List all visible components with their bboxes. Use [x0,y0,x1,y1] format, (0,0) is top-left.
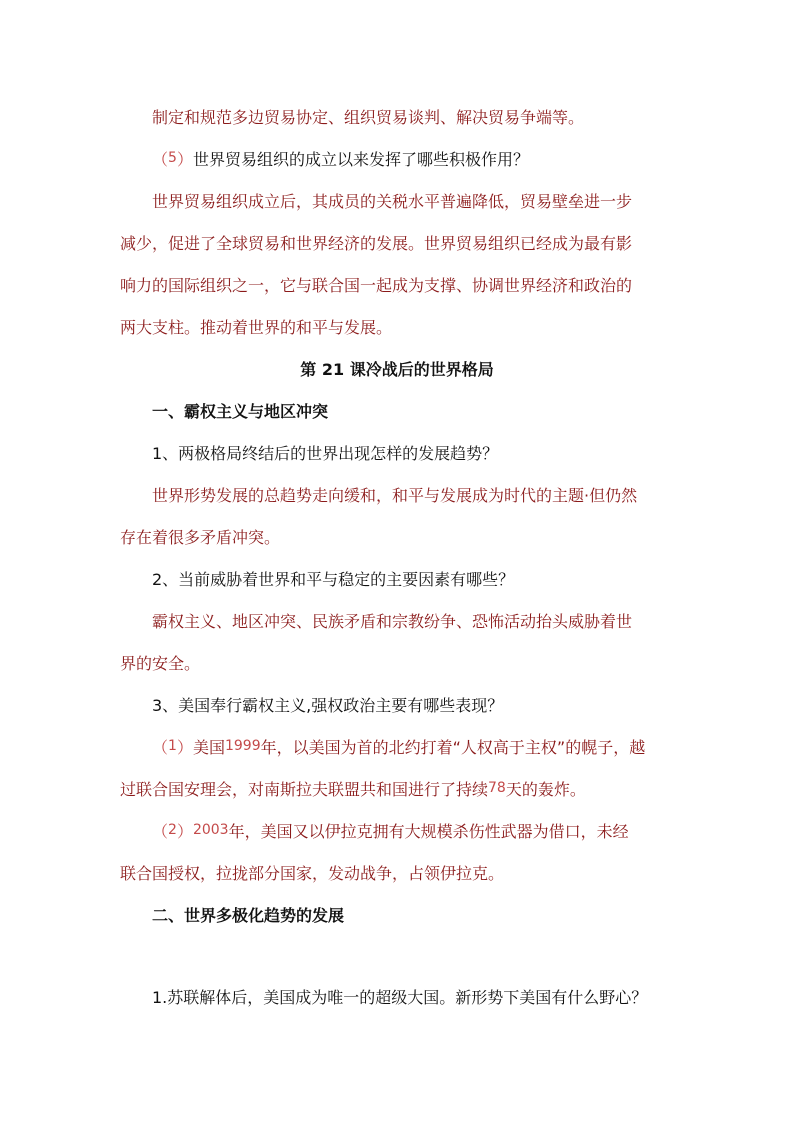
question-5 [152,148,529,172]
answer-3-2-line-1 [152,820,629,844]
paren-close: ） [176,738,193,757]
answer-2-line-1: 霸权主义、地区冲突、民族矛盾和宗教纷争、恐怖活动抬头威胁着世 [152,612,633,631]
answer-segment: 年，美国又以伊拉克拥有大规模杀伤性武器为借口，未经 [228,822,629,841]
lesson-title: 第 21 课冷战后的世界格局 [300,360,494,379]
paren-open: （ [152,738,169,757]
paren-close: ） [176,822,193,841]
answer-3-2-line-2: 联合国授权，拉拢部分国家，发动战争，占领伊拉克。 [120,864,505,883]
answer-segment: 美国 [192,738,225,757]
answer-3-1-line-2 [120,778,586,802]
question-text: 世界贸易组织的成立以来发挥了哪些积极作用？ [192,150,529,169]
year-value: 2003 [192,822,229,838]
answer-text-line: 制定和规范多边贸易协定、组织贸易谈判、解决贸易争端等。 [152,108,585,127]
answer-5-line-3: 响力的国际组织之一，它与联合国一起成为支撑、协调世界经济和政治的 [120,276,633,295]
item-number: 1 [168,738,177,754]
question-2: 2、当前威胁着世界和平与稳定的主要因素有哪些？ [152,570,515,589]
question-3: 3、美国奉行霸权主义,强权政治主要有哪些表现？ [152,696,504,715]
paren-open: （ [152,150,169,169]
paren-open: （ [152,822,169,841]
question-4: 1.苏联解体后，美国成为唯一的超级大国。新形势下美国有什么野心？ [152,988,648,1007]
section-heading-1: 一、霸权主义与地区冲突 [152,402,329,421]
answer-5-line-4: 两大支柱。推动着世界的和平与发展。 [120,318,393,337]
answer-segment: 过联合国安理会，对南斯拉夫联盟共和国进行了持续 [120,780,489,799]
answer-5-line-1: 世界贸易组织成立后，其成员的关税水平普遍降低，贸易壁垒进一步 [152,192,633,211]
year-value: 1999 [224,738,261,754]
answer-3-1-line-1 [152,736,645,760]
answer-5-line-2: 减少，促进了全球贸易和世界经济的发展。世界贸易组织已经成为最有影 [120,234,633,253]
paren-close: ） [176,150,193,169]
days-value: 78 [488,780,506,796]
question-number: 5 [168,150,177,166]
answer-1-line-2: 存在着很多矛盾冲突。 [120,528,281,547]
answer-2-line-2: 界的安全。 [120,654,201,673]
item-number: 2 [168,822,177,838]
answer-1-line-1: 世界形势发展的总趋势走向缓和，和平与发展成为时代的主题·但仍然 [152,486,638,505]
answer-segment: 天的轰炸。 [505,780,586,799]
question-1: 1、两极格局终结后的世界出现怎样的发展趋势？ [152,444,499,463]
section-heading-2: 二、世界多极化趋势的发展 [152,906,345,925]
answer-segment: 年，以美国为首的北约打着“人权高于主权”的幌子，越 [260,738,646,757]
